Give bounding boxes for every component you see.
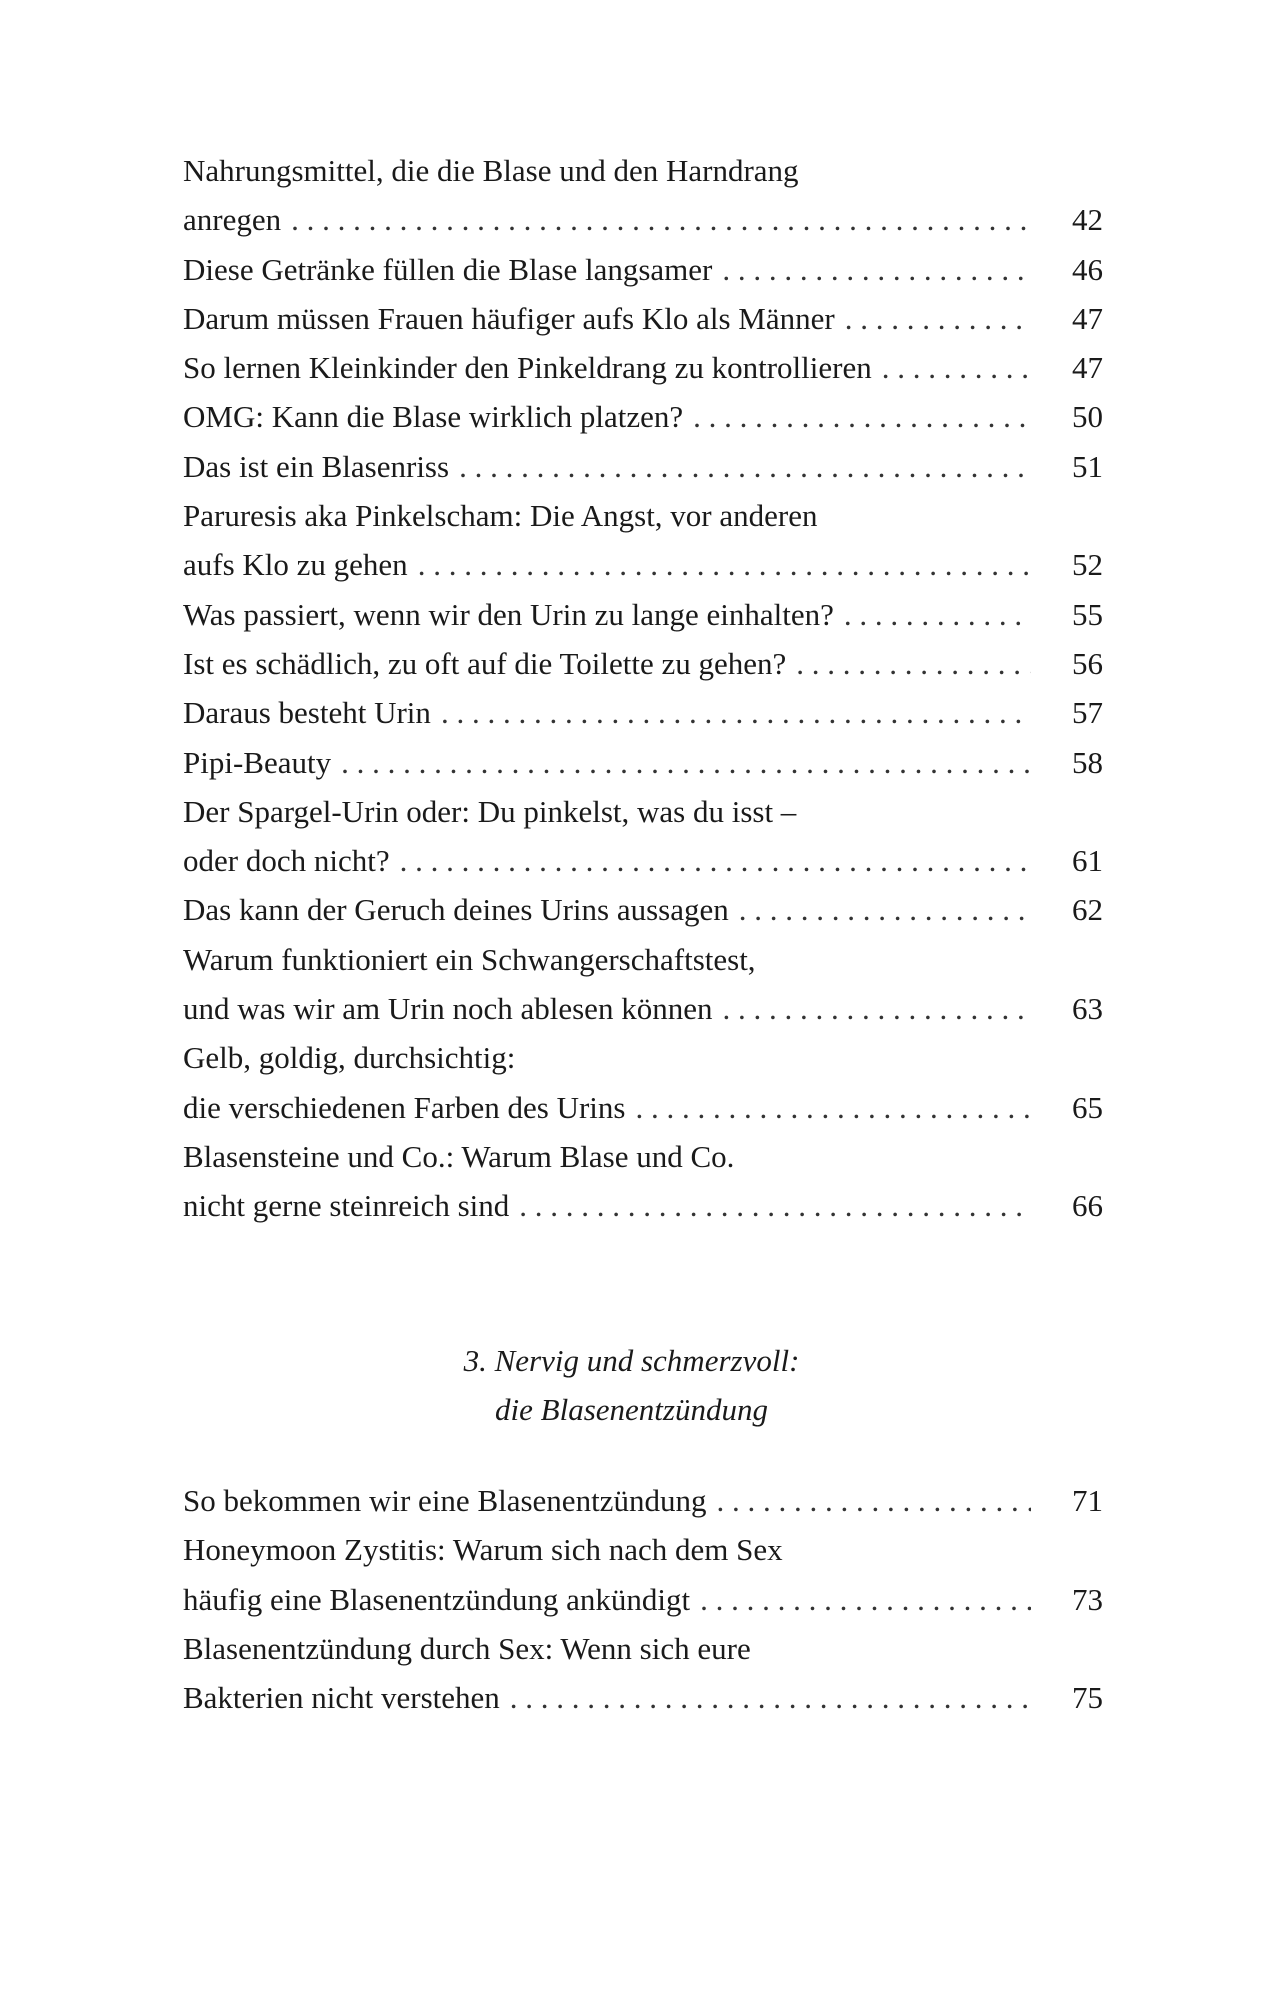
toc-entry <box>183 738 1103 787</box>
toc-entry-title: nicht gerne steinreich sind <box>183 1188 510 1224</box>
toc-entry-page: 61 <box>1072 843 1103 879</box>
toc-entry-title: Was passiert, wenn wir den Urin zu lange einhalten? <box>183 596 834 632</box>
toc-entry-title: Diese Getränke füllen die Blase langsamer <box>183 251 713 287</box>
toc-list <box>183 146 1103 1231</box>
toc-entry-title: Bakterien nicht verstehen <box>183 1680 500 1716</box>
toc-entry-title: OMG: Kann die Blase wirklich platzen? <box>183 399 684 435</box>
toc-entry <box>183 1525 1103 1624</box>
toc-entry <box>183 1033 1103 1132</box>
toc-entry-page: 46 <box>1072 251 1103 287</box>
toc-entry-title: Honeymoon Zystitis: Warum sich nach dem Sex <box>183 1532 783 1568</box>
toc-entry-page: 57 <box>1072 695 1103 731</box>
toc-entry-title: Gelb, goldig, durchsichtig: <box>183 1040 516 1076</box>
toc-entry <box>183 639 1103 688</box>
toc-entry-page: 50 <box>1072 399 1103 435</box>
toc-entry-title: aufs Klo zu gehen <box>183 547 408 583</box>
dot-leader <box>722 245 1031 294</box>
toc-entry <box>183 392 1103 441</box>
toc-entry <box>183 787 1103 886</box>
toc-entry-title: Darum müssen Frauen häufiger aufs Klo als Männer <box>183 300 835 336</box>
toc-entry <box>183 491 1103 590</box>
toc-entry-title: Der Spargel-Urin oder: Du pinkelst, was du isst – <box>183 793 797 829</box>
toc-entry-page: 52 <box>1072 547 1103 583</box>
dot-leader <box>700 1575 1031 1624</box>
dot-leader <box>716 1476 1031 1525</box>
toc-entry <box>183 935 1103 1034</box>
chapter-heading <box>0 1336 1263 1434</box>
dot-leader <box>844 590 1031 639</box>
toc-entry-title: Das ist ein Blasenriss <box>183 448 450 484</box>
toc-entry-title: Blasenentzündung durch Sex: Wenn sich eure <box>183 1630 751 1666</box>
toc-entry-title: häufig eine Blasenentzündung ankündigt <box>183 1581 691 1617</box>
toc-entry-title: oder doch nicht? <box>183 843 390 879</box>
toc-entry-page: 63 <box>1072 991 1103 1027</box>
toc-entry-title: Paruresis aka Pinkelscham: Die Angst, vor anderen <box>183 498 818 534</box>
toc-entry-page: 47 <box>1072 350 1103 386</box>
toc-entry-page: 56 <box>1072 645 1103 681</box>
dot-leader <box>341 738 1031 787</box>
dot-leader <box>739 885 1031 934</box>
chapter-title-line: 3. Nervig und schmerzvoll: <box>463 1343 800 1378</box>
toc-entry-title: Pipi-Beauty <box>183 744 332 780</box>
dot-leader <box>796 639 1031 688</box>
toc-entry-page: 42 <box>1072 202 1103 238</box>
dot-leader <box>418 540 1031 589</box>
toc-entry <box>183 1132 1103 1231</box>
toc-entry <box>183 294 1103 343</box>
toc-entry-title: Das kann der Geruch deines Urins aussagen <box>183 892 729 928</box>
toc-entry-page: 58 <box>1072 744 1103 780</box>
dot-leader <box>519 1181 1031 1230</box>
toc-entry-page: 47 <box>1072 300 1103 336</box>
toc-list <box>183 1476 1103 1722</box>
toc-entry <box>183 1476 1103 1525</box>
toc-entry-page: 51 <box>1072 448 1103 484</box>
toc-entry <box>183 146 1103 245</box>
dot-leader <box>693 392 1031 441</box>
toc-entry-title: Blasensteine und Co.: Warum Blase und Co. <box>183 1138 735 1174</box>
toc-entry-title: Ist es schädlich, zu oft auf die Toilette zu gehen? <box>183 645 787 681</box>
toc-entry-title: anregen <box>183 202 282 238</box>
toc-entry-page: 71 <box>1072 1483 1103 1518</box>
dot-leader <box>635 1083 1031 1132</box>
chapter-title-line: die Blasenentzündung <box>495 1392 768 1427</box>
toc-entry-title: Daraus besteht Urin <box>183 695 431 731</box>
toc-entry <box>183 885 1103 934</box>
toc-entry-title: So lernen Kleinkinder den Pinkeldrang zu kontrollieren <box>183 350 872 386</box>
toc-entry-page: 66 <box>1072 1188 1103 1224</box>
toc-entry <box>183 245 1103 294</box>
dot-leader <box>722 984 1031 1033</box>
toc-entry-title: die verschiedenen Farben des Urins <box>183 1089 626 1125</box>
toc-entry-page: 65 <box>1072 1089 1103 1125</box>
toc-entry-title: Warum funktioniert ein Schwangerschaftstest, <box>183 941 756 977</box>
toc-entry <box>183 442 1103 491</box>
toc-entry-page: 73 <box>1072 1581 1103 1617</box>
toc-entry-page: 75 <box>1072 1680 1103 1716</box>
dot-leader <box>441 688 1031 737</box>
toc-entry-title: So bekommen wir eine Blasenentzündung <box>183 1483 707 1518</box>
toc-entry <box>183 343 1103 392</box>
toc-entry <box>183 688 1103 737</box>
toc-entry-page: 62 <box>1072 892 1103 928</box>
toc-entry-title: Nahrungsmittel, die die Blase und den Harndrang <box>183 153 799 188</box>
dot-leader <box>510 1673 1031 1722</box>
dot-leader <box>400 836 1031 885</box>
toc-entry-title: und was wir am Urin noch ablesen können <box>183 991 713 1027</box>
toc-entry <box>183 590 1103 639</box>
dot-leader <box>291 195 1031 244</box>
toc-entry <box>183 1624 1103 1723</box>
dot-leader <box>845 294 1031 343</box>
toc-entry-page: 55 <box>1072 596 1103 632</box>
dot-leader <box>459 442 1031 491</box>
dot-leader <box>882 343 1031 392</box>
